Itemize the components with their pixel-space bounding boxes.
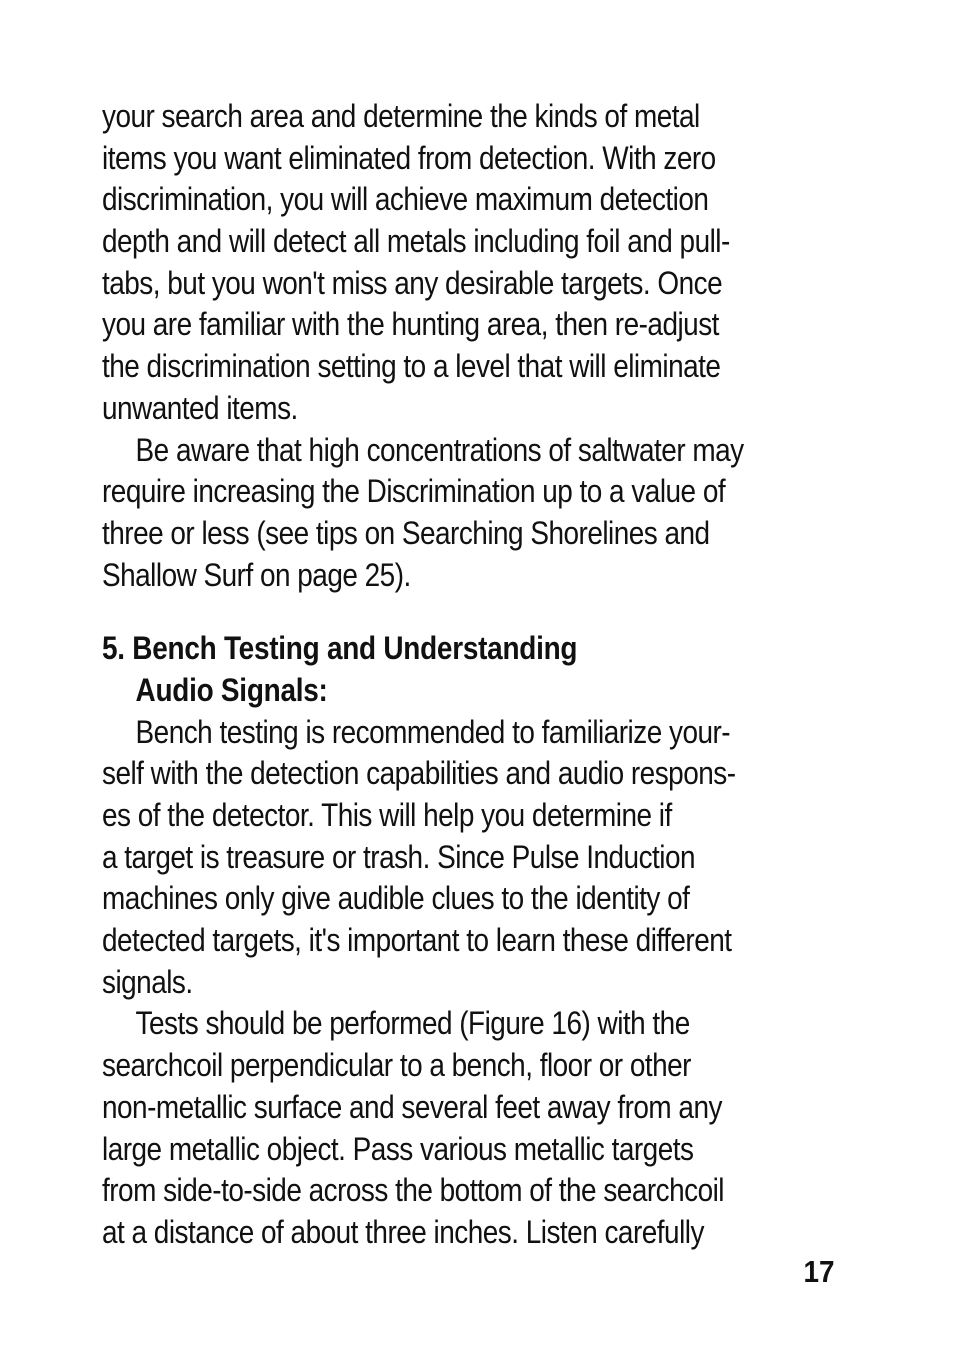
text-line: Tests should be performed (Figure 16) with the	[135, 1005, 690, 1042]
text-line: Shallow Surf on page 25).	[102, 556, 411, 593]
text-line: at a distance of about three inches. Listen carefully	[102, 1213, 704, 1250]
text-line: machines only give audible clues to the identity of	[102, 880, 690, 917]
page-number: 17	[802, 1254, 834, 1289]
section-spacer	[102, 596, 862, 628]
text-line: signals.	[102, 963, 193, 1000]
section-heading-line: 5. Bench Testing and Understanding	[102, 630, 578, 667]
text-line: Be aware that high concentrations of saltwater may	[135, 431, 744, 468]
text-line: detected targets, it's important to learn these different	[102, 922, 732, 959]
text-line: large metallic object. Pass various metallic targets	[102, 1130, 694, 1167]
text-line: depth and will detect all metals including foil and pull-	[102, 223, 730, 260]
page-body	[102, 96, 862, 1254]
paragraph-saltwater	[102, 430, 862, 597]
paragraph-bench-testing	[102, 712, 862, 1004]
text-line: non-metallic surface and several feet away from any	[102, 1088, 722, 1125]
section-heading-line: Audio Signals:	[135, 671, 328, 708]
text-line: unwanted items.	[102, 389, 298, 426]
paragraph-discrimination	[102, 96, 862, 430]
text-line: self with the detection capabilities and audio respons-	[102, 755, 736, 792]
text-line: tabs, but you won't miss any desirable targets. Once	[102, 264, 723, 301]
text-line: items you want eliminated from detection. With zero	[102, 139, 716, 176]
section-heading	[102, 628, 862, 711]
text-line: a target is treasure or trash. Since Pulse Induction	[102, 838, 696, 875]
text-line: Bench testing is recommended to familiarize your-	[135, 713, 731, 750]
text-line: your search area and determine the kinds of metal	[102, 98, 700, 134]
text-line: three or less (see tips on Searching Shorelines and	[102, 514, 710, 551]
text-line: discrimination, you will achieve maximum detection	[102, 181, 709, 218]
text-line: you are familiar with the hunting area, then re-adjust	[102, 306, 719, 343]
text-line: es of the detector. This will help you determine if	[102, 797, 672, 833]
text-line: require increasing the Discrimination up to a value of	[102, 473, 726, 510]
text-line: searchcoil perpendicular to a bench, floor or other	[102, 1047, 691, 1084]
paragraph-tests	[102, 1003, 862, 1253]
text-line: the discrimination setting to a level that will eliminate	[102, 348, 721, 385]
text-line: from side-to-side across the bottom of the searchcoil	[102, 1172, 725, 1209]
